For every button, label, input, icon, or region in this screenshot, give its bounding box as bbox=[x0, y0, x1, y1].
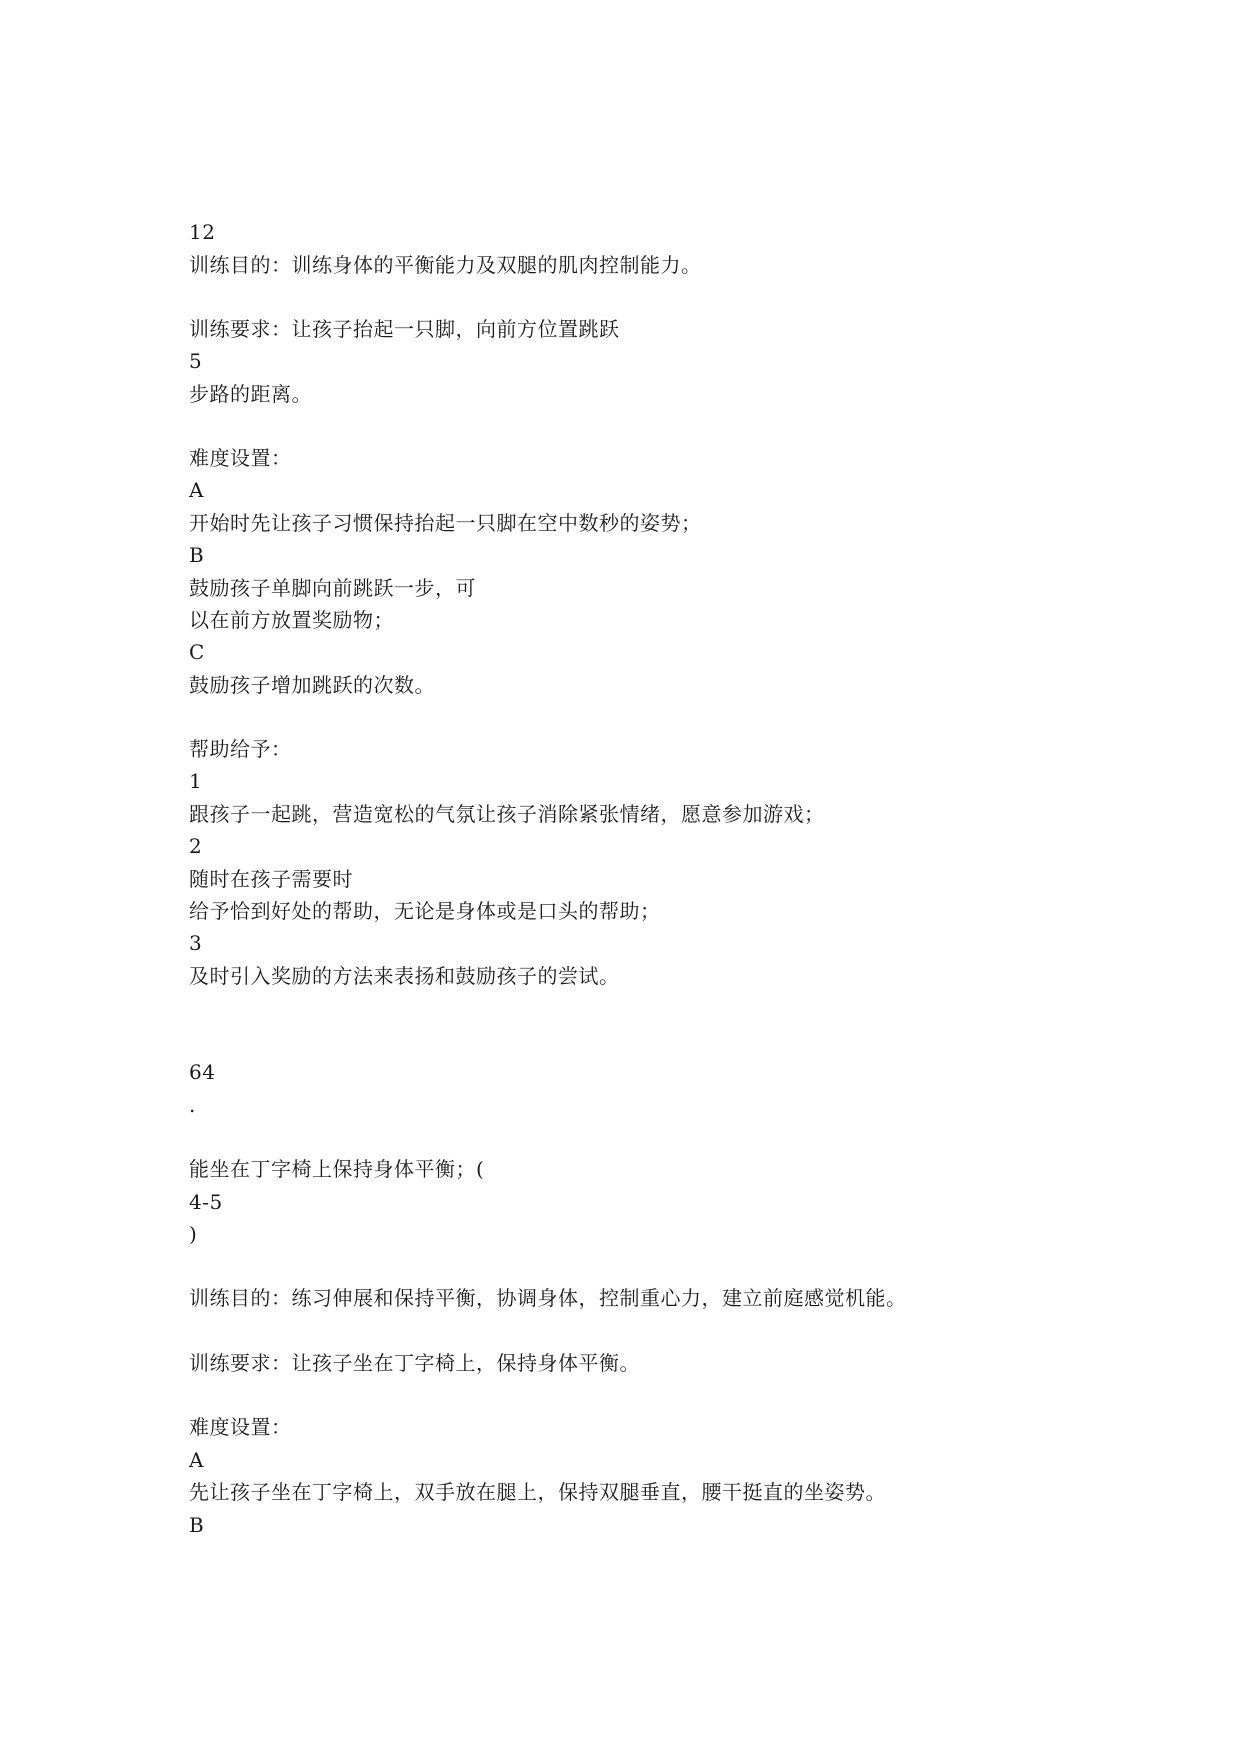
text-line: 给予恰到好处的帮助，无论是身体或是口头的帮助； bbox=[189, 899, 661, 923]
text-line: 训练目的：训练身体的平衡能力及双腿的肌肉控制能力。 bbox=[189, 253, 702, 277]
text-line: 训练目的：练习伸展和保持平衡，协调身体，控制重心力，建立前庭感觉机能。 bbox=[189, 1286, 907, 1310]
section-heading: 帮助给予： bbox=[189, 737, 292, 761]
text-line: 鼓励孩子增加跳跃的次数。 bbox=[189, 673, 435, 697]
page-number: 12 bbox=[189, 220, 216, 244]
list-marker: A bbox=[189, 1448, 204, 1472]
document-page bbox=[189, 0, 1189, 1754]
text-line: 随时在孩子需要时 bbox=[189, 867, 353, 891]
text-line: 5 bbox=[189, 349, 203, 373]
list-marker: 1 bbox=[189, 769, 203, 793]
text-line: 开始时先让孩子习惯保持抬起一只脚在空中数秒的姿势； bbox=[189, 511, 702, 535]
text-line: 鼓励孩子单脚向前跳跃一步，可 bbox=[189, 576, 476, 600]
list-marker: 3 bbox=[189, 931, 203, 955]
list-marker: C bbox=[189, 640, 205, 664]
section-heading: 难度设置： bbox=[189, 1415, 292, 1439]
list-marker: 2 bbox=[189, 834, 203, 858]
item-title: 能坐在丁字椅上保持身体平衡；( bbox=[189, 1157, 485, 1181]
text-line: ) bbox=[189, 1222, 198, 1246]
list-marker: B bbox=[189, 543, 205, 567]
item-number: 64 bbox=[189, 1060, 216, 1084]
section-heading: 难度设置： bbox=[189, 446, 292, 470]
text-line: . bbox=[189, 1093, 196, 1117]
text-line: 步路的距离。 bbox=[189, 382, 312, 406]
text-line: 先让孩子坐在丁字椅上，双手放在腿上，保持双腿垂直，腰干挺直的坐姿势。 bbox=[189, 1480, 886, 1504]
text-line: 训练要求：让孩子坐在丁字椅上，保持身体平衡。 bbox=[189, 1351, 640, 1375]
text-line: 训练要求：让孩子抬起一只脚，向前方位置跳跃 bbox=[189, 317, 620, 341]
text-line: 及时引入奖励的方法来表扬和鼓励孩子的尝试。 bbox=[189, 964, 620, 988]
list-marker: A bbox=[189, 478, 204, 502]
text-line: 4-5 bbox=[189, 1190, 223, 1214]
list-marker: B bbox=[189, 1513, 205, 1537]
text-line: 以在前方放置奖励物； bbox=[189, 608, 394, 632]
text-line: 跟孩子一起跳，营造宽松的气氛让孩子消除紧张情绪，愿意参加游戏； bbox=[189, 802, 825, 826]
